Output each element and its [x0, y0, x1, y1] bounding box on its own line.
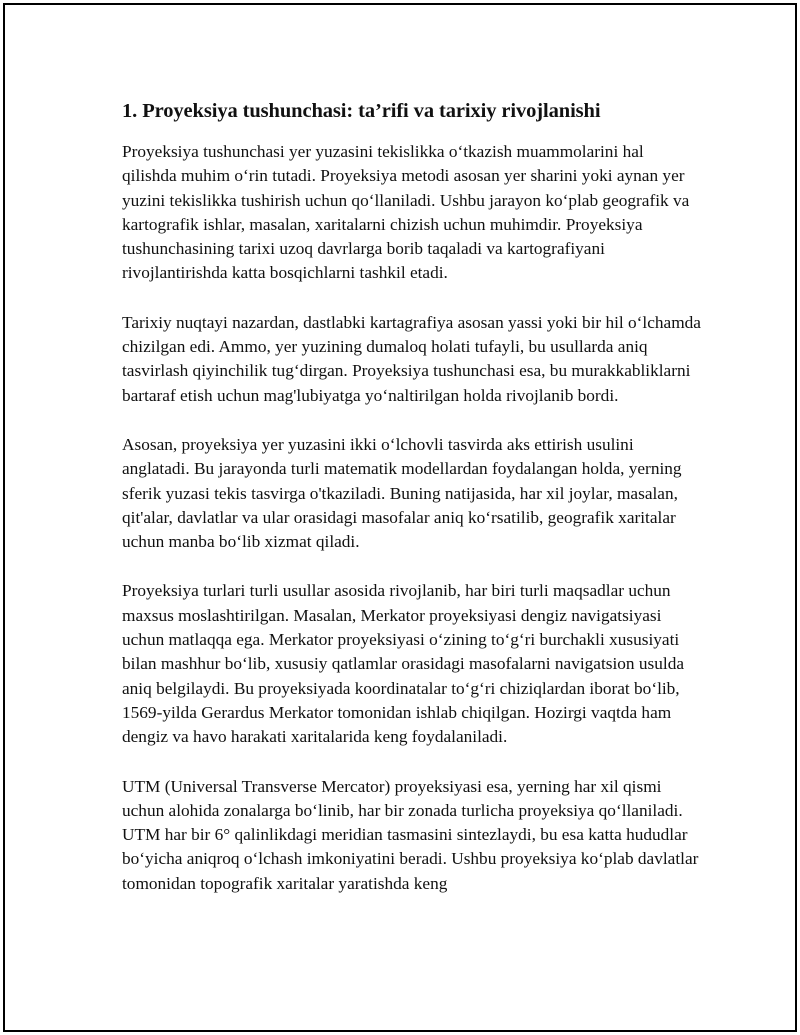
- paragraph-mercator: Proyeksiya turlari turli usullar asosida rivojlanib, har biri turli maqsadlar uchun maxsus moslashtirilgan. Masalan, Merkator proyeksiyasi dengiz navigatsiyasi uchun matlaqqa ega. Merkator proyeksiyasi o‘zining to‘g‘ri burchakli xususiyati bilan mashhur bo‘lib, xususiy qatlamlar orasidagi masofalarni navigatsion usulda aniq belgilaydi. Bu proyeksiyada koordinatalar to‘g‘ri chiziqlardan iborat bo‘lib, 1569-yilda Gerardus Merkator tomonidan ishlab chiqilgan. Hozirgi vaqtda ham dengiz va havo harakati xaritalarida keng foydalaniladi.: [122, 581, 685, 747]
- paragraph-utm: UTM (Universal Transverse Mercator) proyeksiyasi esa, yerning har xil qismi uchun alohida zonalarga bo‘linib, har bir zonada turlicha proyeksiya qo‘llaniladi. UTM har bir 6° qalinlikdagi meridian tasmasini sintezlaydi, bu esa katta hududlar bo‘yicha aniqroq o‘lchash imkoniyatini beradi. Ushbu proyeksiya ko‘plab davlatlar tomonidan topografik xaritalar yaratishda keng: [122, 776, 699, 893]
- section-heading: 1. Proyeksiya tushunchasi: ta’rifi va tarixiy rivojlanishi: [122, 100, 601, 122]
- paragraph-history: Tarixiy nuqtayi nazardan, dastlabki kartagrafiya asosan yassi yoki bir hil o‘lchamda chizilgan edi. Ammo, yer yuzining dumaloq holati tufayli, bu usullarda aniq tasvirlash qiyinchilik tug‘dirgan. Proyeksiya tushunchasi esa, bu murakkabliklarni bartaraf etish uchun mag'lubiyatga yo‘naltirilgan holda rivojlanib bordi.: [122, 312, 701, 405]
- document-page: [3, 3, 797, 1032]
- document-body: [122, 98, 702, 921]
- paragraph-definition: Proyeksiya tushunchasi yer yuzasini tekislikka o‘tkazish muammolarini hal qilishda muhim o‘rin tutadi. Proyeksiya metodi asosan yer sharini yoki aynan yer yuzini tekislikka tushirish uchun qo‘llaniladi. Ushbu jarayon ko‘plab geografik va kartografik ishlar, masalan, xaritalarni chizish uchun muhimdir. Proyeksiya tushunchasining tarixi uzoq davrlarga borib taqaladi va kartografiyani rivojlantirishda katta bosqichlarni tashkil etadi.: [122, 142, 690, 283]
- paragraph-meaning: Asosan, proyeksiya yer yuzasini ikki o‘lchovli tasvirda aks ettirish usulini anglatadi. Bu jarayonda turli matematik modellardan foydalangan holda, yerning sferik yuzasi tekis tasvirga o'tkaziladi. Buning natijasida, har xil joylar, masalan, qit'alar, davlatlar va ular orasidagi masofalar aniq ko‘rsatilib, geografik xaritalar uchun manba bo‘lib xizmat qiladi.: [122, 434, 682, 552]
